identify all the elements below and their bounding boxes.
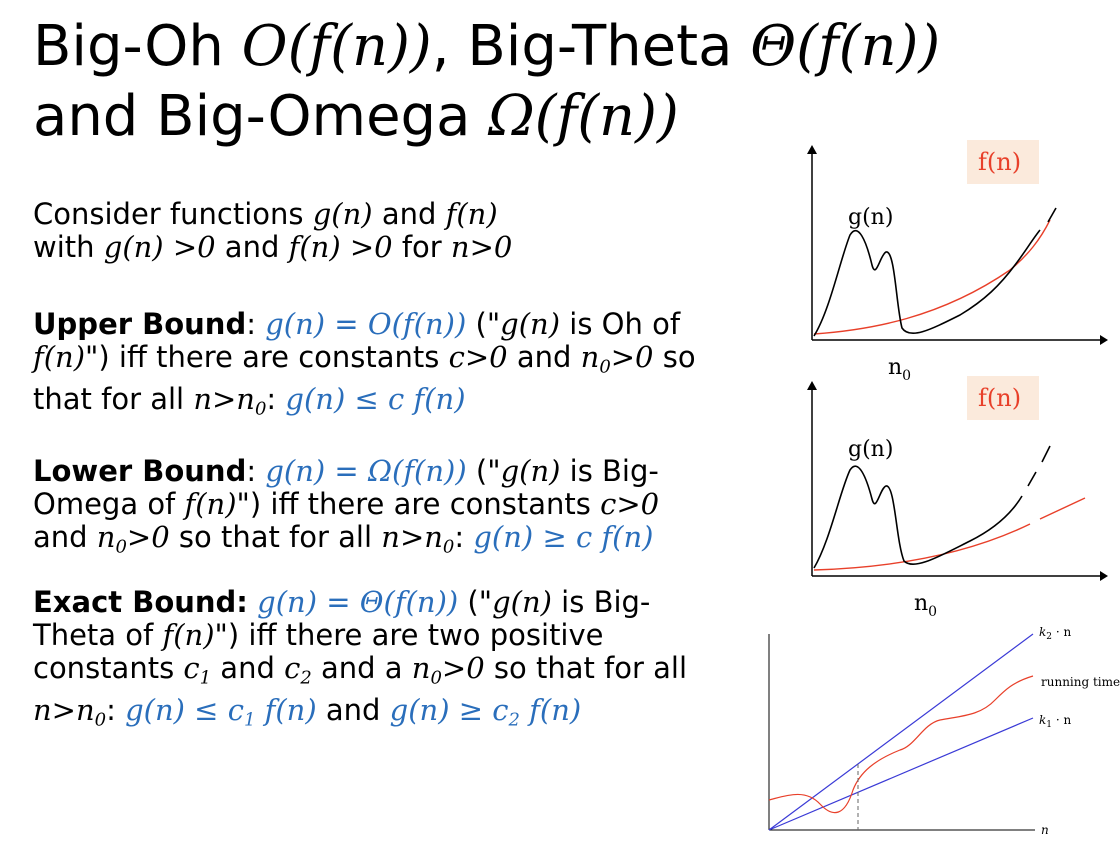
n-axis-label: n [1041,823,1049,837]
title-math-omega: Ω(f(n)) [488,84,679,149]
theta-bound-figure [765,620,1120,842]
title-math-O: O(f(n)) [241,14,432,79]
k1-line [769,718,1033,830]
y-axis-arrow [807,381,817,390]
g-curve-dash [1048,208,1056,222]
k2-label: $k_2 \cdot n$ [1039,625,1072,642]
k1-label: $k_1 \cdot n$ [1039,713,1072,730]
running-time-label: running time [1041,675,1120,689]
g-curve [814,230,1040,336]
g-label: g(n) [848,205,894,230]
title-text: , Big-Theta [431,14,751,79]
slide-title [33,12,940,152]
lower-bound-label: Lower Bound [33,454,247,488]
title-text: Big-Oh [33,14,242,79]
lower-bound-figure [800,376,1112,616]
title-line-1 [33,12,940,82]
n0-label: $n_0$ [888,355,912,380]
x-axis-arrow [1100,335,1108,345]
k2-line [769,634,1033,830]
y-axis-arrow [807,145,817,154]
upper-bound-paragraph: Upper Bound: g(n) = O(f(n)) ("g(n) is Oh of f(n)") iff there are constants c>0 and $n_0>0$ so that for all $n>n_0$: g(n) ≤ c f(n) [33,307,696,420]
g-curve [814,466,1022,568]
upper-bound-figure [800,140,1112,380]
f-label: f(n) [978,384,1022,412]
g-curve-dash [1028,446,1050,486]
n0-label: $n_0$ [914,591,938,616]
g-label: g(n) [848,437,894,462]
running-time-curve [769,676,1033,813]
title-math-theta: Θ(f(n)) [750,14,941,79]
lower-bound-paragraph: Lower Bound: g(n) = Ω(f(n)) ("g(n) is Big- Omega of f(n)") iff there are constants c>0 and $n_0>0$ so that for all $n>n_0$: g(n) ≥ c f(n) [33,454,660,558]
f-curve-extension [1040,498,1085,519]
x-axis-arrow [1100,571,1108,581]
intro-paragraph: Consider functions g(n) and f(n) with g(n) >0 and f(n) >0 for n>0 [33,197,513,264]
upper-bound-label: Upper Bound [33,307,247,341]
f-label: f(n) [978,148,1022,176]
exact-bound-label: Exact Bound: [33,585,248,619]
exact-bound-paragraph: Exact Bound: g(n) = Θ(f(n)) ("g(n) is Big- Theta of f(n)") iff there are two positive constants $c_1$ and $c_2$ and a $n_0>0$ so that for all $n>n_0$: $g(n) \le c_1$ f(n) and $g(n) \ge c_2$ f(n) [33,585,688,731]
title-text: and Big-Omega [33,84,489,149]
